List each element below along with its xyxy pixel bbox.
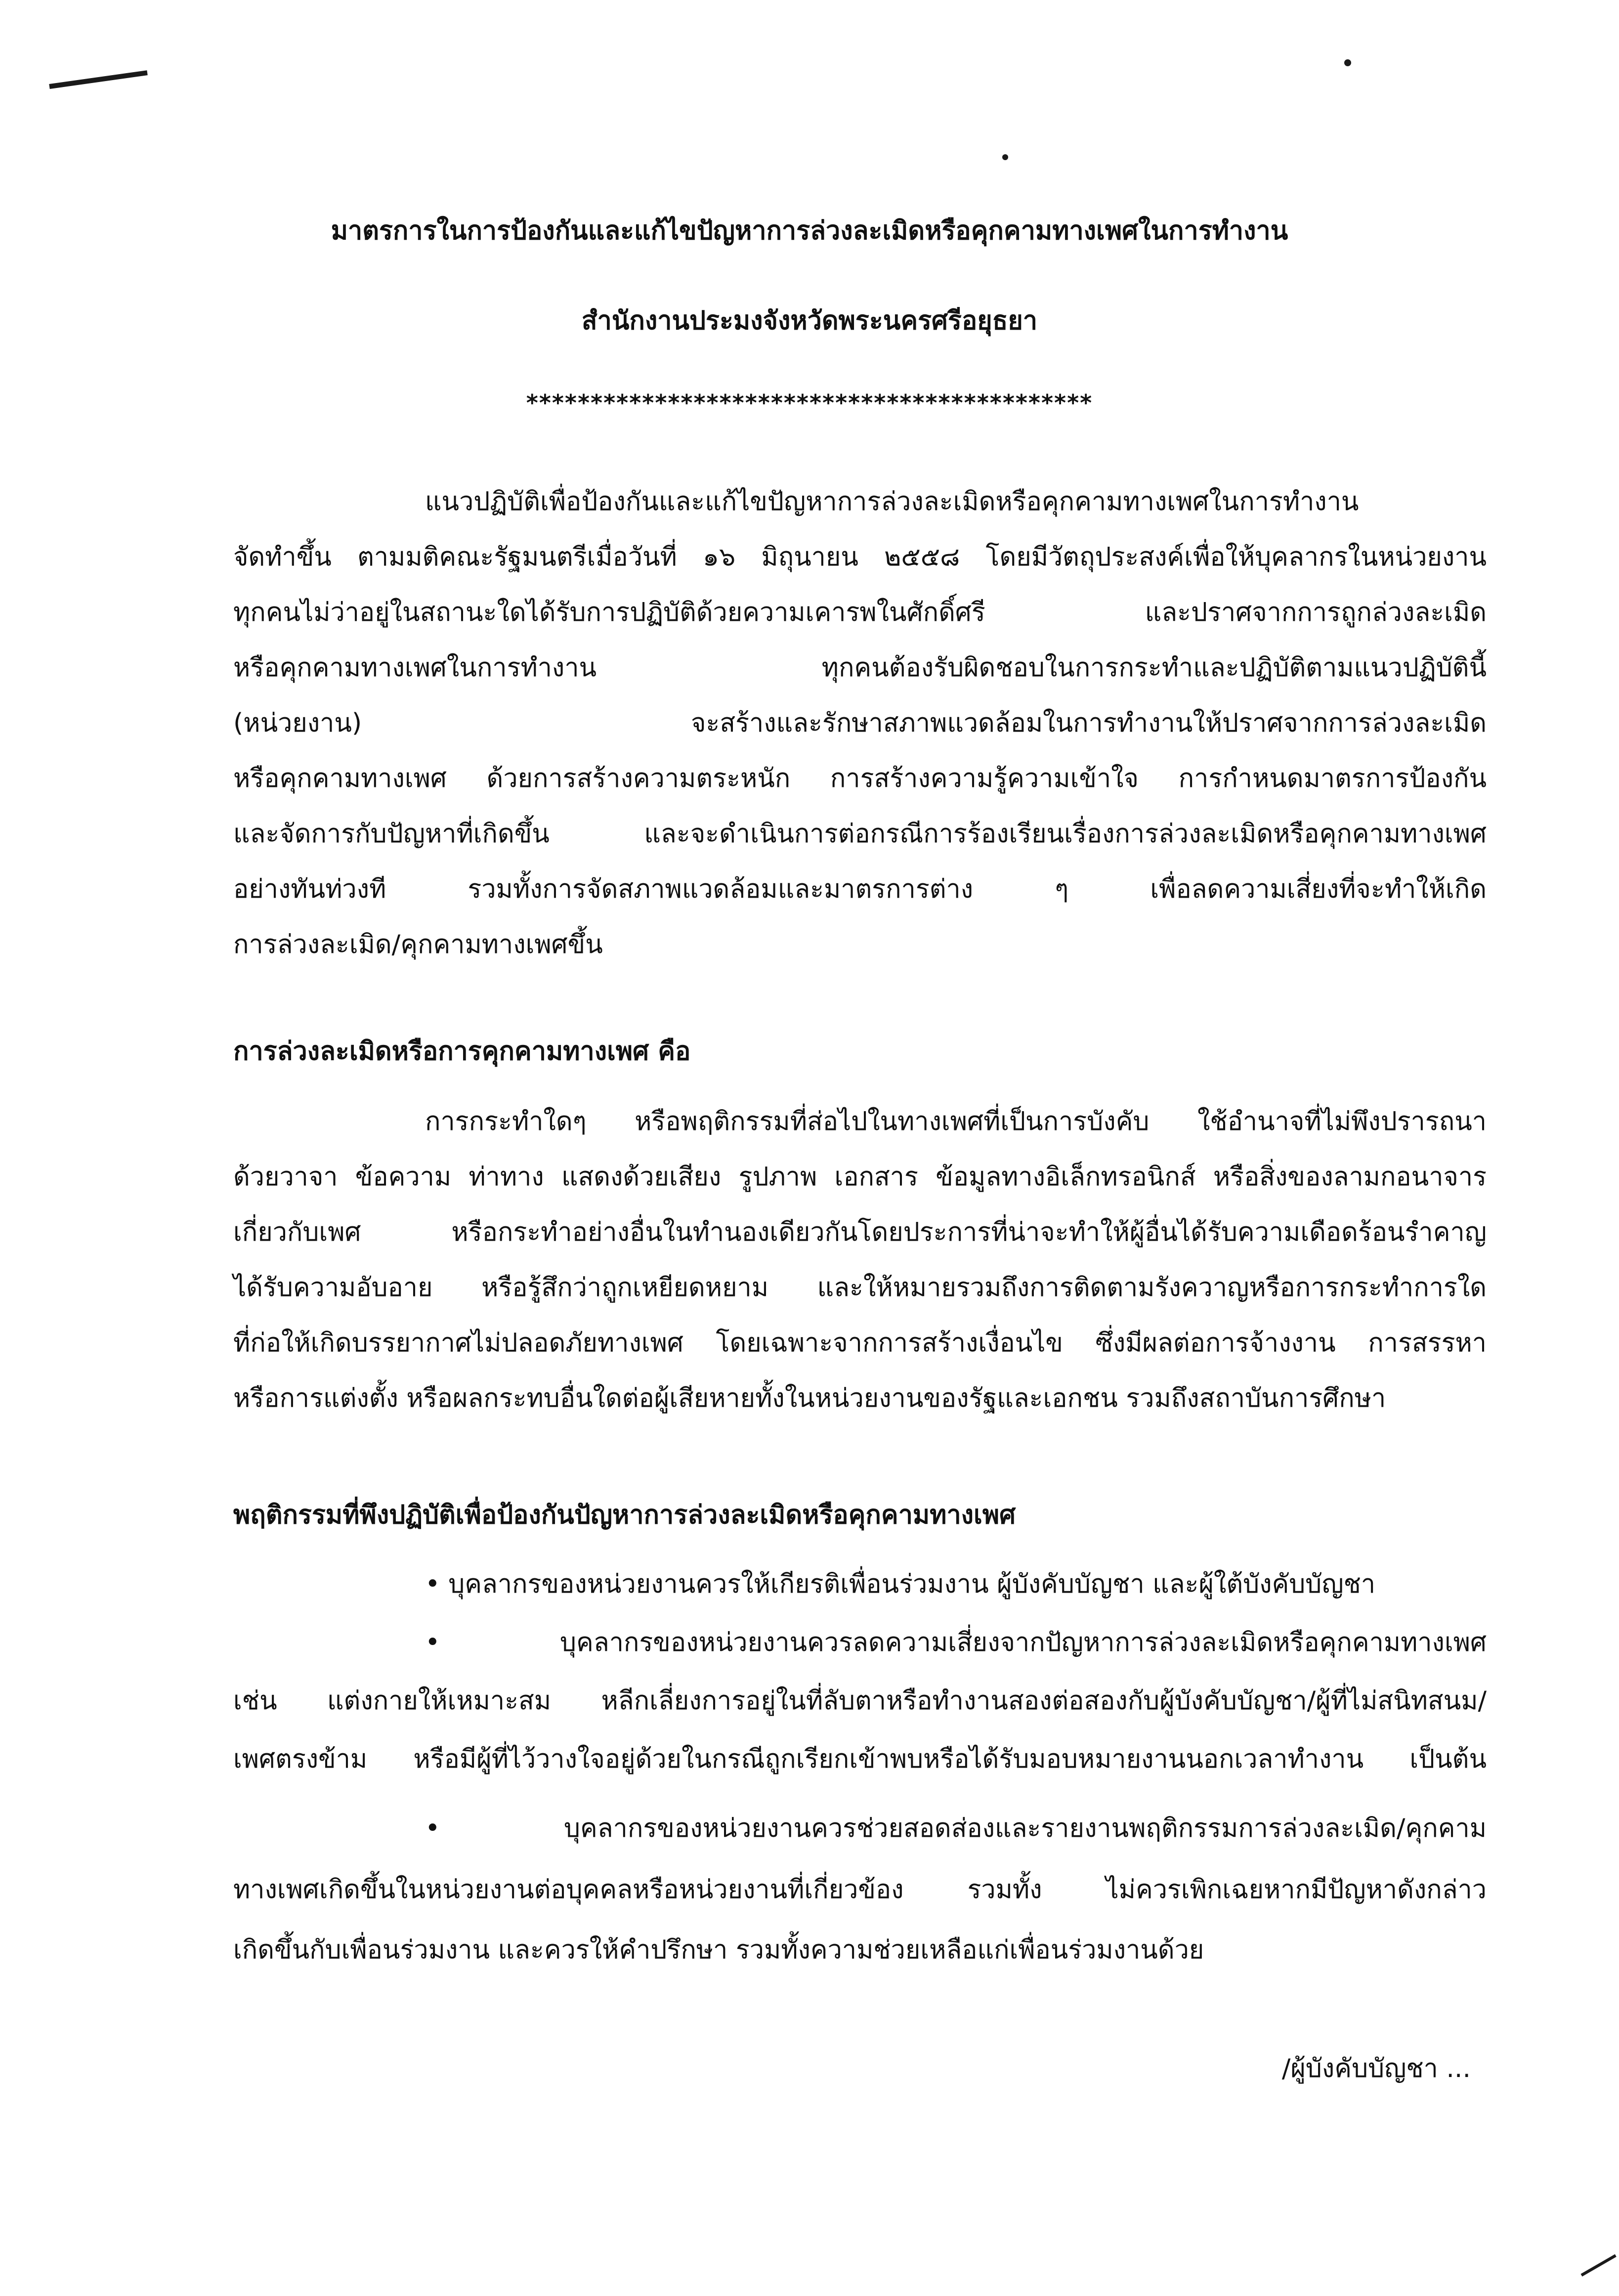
definition-heading: การล่วงละเมิดหรือการคุกคามทางเพศ คือ <box>233 1037 691 1066</box>
page-continuation: /ผู้บังคับบัญชา ... <box>1281 2054 1471 2083</box>
behavior-line: ทางเพศเกิดขึ้นในหน่วยงานต่อบุคคลหรือหน่วยงานที่เกี่ยวข้อง รวมทั้ง ไม่ควรเพิกเฉยหากมีปัญหาดังกล่าว <box>233 1875 1487 1905</box>
intro-line: หรือคุกคามทางเพศ ด้วยการสร้างความตระหนัก การสร้างความรู้ความเข้าใจ การกำหนดมาตรการป้องกัน <box>233 764 1487 793</box>
intro-line: (หน่วยงาน) จะสร้างและรักษาสภาพแวดล้อมในการทำงานให้ปราศจากการล่วงละเมิด <box>233 708 1487 738</box>
intro-line: และจัดการกับปัญหาที่เกิดขึ้น และจะดำเนินการต่อกรณีการร้องเรียนเรื่องการล่วงละเมิดหรือคุกคามทางเพศ <box>233 819 1487 849</box>
scan-speck-top <box>1002 154 1008 160</box>
document-title: มาตรการในการป้องกันและแก้ไขปัญหาการล่วงละเมิดหรือคุกคามทางเพศในการทำงาน <box>331 216 1288 246</box>
scan-speck-topright <box>1344 59 1351 66</box>
behavior-bullet: • บุคลากรของหน่วยงานควรให้เกียรติเพื่อนร่วมงาน ผู้บังคับบัญชา และผู้ใต้บังคับบัญชา <box>425 1569 1376 1599</box>
behavior-line: เพศตรงข้าม หรือมีผู้ที่ไว้วางใจอยู่ด้วยในกรณีถูกเรียกเข้าพบหรือได้รับมอบหมายงานนอกเวลาทำงาน เป็นต้น <box>233 1744 1487 1774</box>
intro-line: จัดทำขึ้น ตามมติคณะรัฐมนตรีเมื่อวันที่ ๑๖ มิถุนายน ๒๕๕๘ โดยมีวัตถุประสงค์เพื่อให้บุคลากรในหน่วยงาน <box>233 542 1487 572</box>
definition-line: ได้รับความอับอาย หรือรู้สึกว่าถูกเหยียดหยาม และให้หมายรวมถึงการติดตามรังควาญหรือการกระทำการใด <box>233 1273 1487 1302</box>
definition-line: หรือการแต่งตั้ง หรือผลกระทบอื่นใดต่อผู้เสียหายทั้งในหน่วยงานของรัฐและเอกชน รวมถึงสถาบันการศึกษา <box>233 1384 1386 1413</box>
behavior-bullet: • บุคลากรของหน่วยงานควรช่วยสอดส่องและรายงานพฤติกรรมการล่วงละเมิด/คุกคาม <box>425 1814 1487 1843</box>
intro-line: อย่างทันท่วงที รวมทั้งการจัดสภาพแวดล้อมและมาตรการต่าง ๆ เพื่อลดความเสี่ยงที่จะทำให้เกิด <box>233 874 1487 904</box>
behavior-heading: พฤติกรรมที่พึงปฏิบัติเพื่อป้องกันปัญหาการล่วงละเมิดหรือคุกคามทางเพศ <box>233 1500 1016 1530</box>
office-name: สำนักงานประมงจังหวัดพระนครศรีอยุธยา <box>581 306 1038 336</box>
behavior-line: เช่น แต่งกายให้เหมาะสม หลีกเลี่ยงการอยู่ในที่ลับตาหรือทำงานสองต่อสองกับผู้บังคับบัญชา/ผู้ที่ไม่สนิทสนม/ <box>233 1686 1487 1716</box>
behavior-line: เกิดขึ้นกับเพื่อนร่วมงาน และควรให้คำปรึกษา รวมทั้งความช่วยเหลือแก่เพื่อนร่วมงานด้วย <box>233 1935 1204 1965</box>
definition-line: การกระทำใดๆ หรือพฤติกรรมที่ส่อไปในทางเพศที่เป็นการบังคับ ใช้อำนาจที่ไม่พึงปรารถนา <box>425 1107 1487 1136</box>
intro-line: การล่วงละเมิด/คุกคามทางเพศขึ้น <box>233 930 603 959</box>
intro-line: แนวปฏิบัติเพื่อป้องกันและแก้ไขปัญหาการล่วงละเมิดหรือคุกคามทางเพศในการทำงาน <box>425 487 1359 517</box>
definition-line: เกี่ยวกับเพศ หรือกระทำอย่างอื่นในทำนองเดียวกันโดยประการที่น่าจะทำให้ผู้อื่นได้รับความเดือดร้อนรำคาญ <box>233 1217 1487 1247</box>
intro-line: ทุกคนไม่ว่าอยู่ในสถานะใดได้รับการปฏิบัติด้วยความเคารพในศักดิ์ศรี และปราศจากการถูกล่วงละเมิด <box>233 598 1487 627</box>
scan-mark-bottomright <box>1581 2254 1617 2276</box>
definition-line: ด้วยวาจา ข้อความ ท่าทาง แสดงด้วยเสียง รูปภาพ เอกสาร ข้อมูลทางอิเล็กทรอนิกส์ หรือสิ่งของลามกอนาจาร <box>233 1162 1487 1192</box>
behavior-bullet: • บุคลากรของหน่วยงานควรลดความเสี่ยงจากปัญหาการล่วงละเมิดหรือคุกคามทางเพศ <box>425 1628 1487 1657</box>
intro-line: หรือคุกคามทางเพศในการทำงาน ทุกคนต้องรับผิดชอบในการกระทำและปฏิบัติตามแนวปฏิบัตินี้ <box>233 653 1487 683</box>
definition-line: ที่ก่อให้เกิดบรรยากาศไม่ปลอดภัยทางเพศ โดยเฉพาะจากการสร้างเงื่อนไข ซึ่งมีผลต่อการจ้างงาน การสรรหา <box>233 1328 1487 1358</box>
title-divider: ******************************************** <box>526 390 1093 416</box>
scan-mark-topleft <box>49 70 147 89</box>
